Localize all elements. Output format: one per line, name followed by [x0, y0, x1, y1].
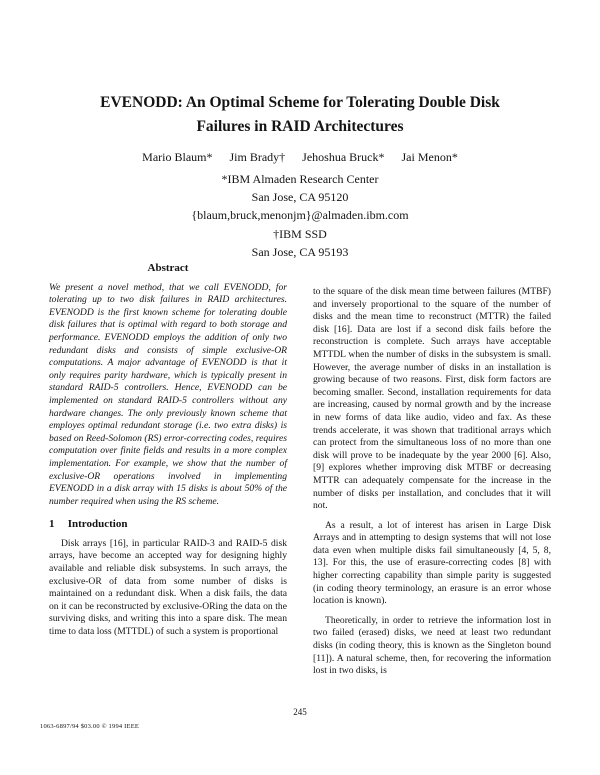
- body-paragraph: to the square of the disk mean time between failures (MTBF) and inversely proportional to the square of the number of disks and the mean time to reconstruct (MTTR) the failed disk [16]. Data are lost if a second disk fails before the reconstruction is complete. Such arrays have acceptable MTTDL when the number of disks in the subsystem is small. However, the average number of disks in an installation is growing because of two reasons. First, disk form factors are becoming smaller. Second, installation requirements for data are increasing, caused by normal growth and by the increase in new forms of data like audio, video and fax. As these trends accelerate, it was shown that traditional arrays which can protect from the simultaneous loss of no more than one disk will prove to be inadequate by the year 2000 [6]. Also, [9] explores whether improving disk MTBF or decreasing MTTR can adequately compensate for the increase in the number of disks per installation, and concludes that it will not.: [313, 286, 551, 512]
- author-name: Jai Menon*: [401, 150, 458, 164]
- title-line-1: EVENODD: An Optimal Scheme for Tolerating Double Disk: [100, 94, 500, 111]
- left-column: [49, 262, 287, 646]
- right-column: [313, 286, 551, 685]
- abstract-text: We present a novel method, that we call EVENODD, for tolerating up to two disk failures in RAID architectures. EVENODD is the first known scheme for tolerating double disk failures that is optimal with regard to both storage and performance. EVENODD employs the addition of only two redundant disks and consists of simple exclusive-OR computations. A major advantage of EVENODD is that it only requires parity hardware, which is typically present in standard RAID-5 controllers. Hence, EVENODD can be implemented on standard RAID-5 controllers without any hardware changes. The only previously known scheme that employes optimal redundant storage (i.e. two extra disks) is based on Reed-Solomon (RS) error-correcting codes, requires computation over finite fields and results in a more complex implementation. For example, we show that the number of exclusive-OR operations involved in implementing EVENODD in a disk array with 15 disks is about 50% of the number required when using the RS scheme.: [49, 281, 287, 507]
- affiliation-email: {blaum,bruck,menonjm}@almaden.ibm.com: [191, 208, 409, 222]
- affiliation-ssd: [40, 225, 560, 261]
- page-number: 245: [293, 707, 307, 717]
- section-number: 1: [49, 518, 55, 531]
- title-line-2: Failures in RAID Architectures: [196, 118, 404, 135]
- affiliation-name: †IBM SSD: [273, 227, 327, 241]
- affiliation-almaden: [40, 170, 560, 224]
- body-paragraph: As a result, a lot of interest has arisen in Large Disk Arrays and in attempting to design systems that will not lose data even when multiple disks fail simultaneously [4, 5, 8, 13]. For this, the use of erasure-correcting codes [8] with higher correcting capability than simple parity is suggested (in coding theory terminology, an erasure is an error whose location is known).: [313, 519, 551, 607]
- author-name: Jim Brady†: [229, 150, 286, 164]
- section-heading-introduction: [49, 518, 287, 531]
- paper-title: [40, 91, 560, 139]
- affiliation-city: San Jose, CA 95120: [251, 190, 349, 204]
- body-paragraph: Disk arrays [16], in particular RAID-3 and RAID-5 disk arrays, have become an accepted way for designing highly available and reliable disk subsystems. In such arrays, the exclusive-OR of data from some number of disks is maintained on a redundant disk. When a disk fails, the data on it can be reconstructed by exclusive-ORing the data on the surviving disks, and writing this into a spare disk. The mean time to data loss (MTTDL) of such a system is proportional: [49, 537, 287, 638]
- author-name: Jehoshua Bruck*: [302, 150, 385, 164]
- affiliation-name: *IBM Almaden Research Center: [221, 172, 379, 186]
- abstract-heading: Abstract: [147, 262, 189, 274]
- body-paragraph: Theoretically, in order to retrieve the information lost in two failed (erased) disks, we need at least two redundant disks (in coding theory, this is known as the Singleton bound [11]). A natural scheme, then, for recovering the information lost in two disks, is: [313, 614, 551, 677]
- section-title: Introduction: [67, 518, 128, 531]
- affiliation-city: San Jose, CA 95193: [251, 245, 349, 259]
- copyright-footer: 1063-6897/94 $03.00 © 1994 IEEE: [40, 723, 140, 730]
- author-list: [40, 150, 560, 165]
- author-name: Mario Blaum*: [142, 150, 213, 164]
